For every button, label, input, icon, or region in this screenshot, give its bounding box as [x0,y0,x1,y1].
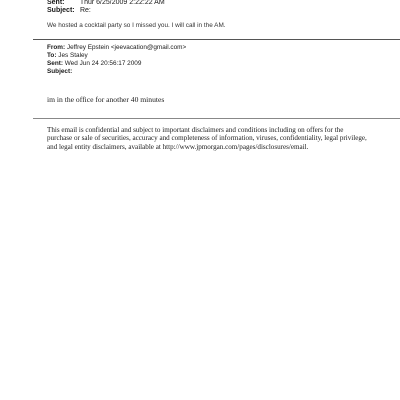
prev-subject-value: Re: [79,7,91,14]
orig-subject-row [47,68,72,76]
orig-from-value: Jeffrey Epstein <jeevacation@gmail.com> [66,44,187,51]
disclaimer-text: This email is confidential and subject to important disclaimers and conditions including on offers for the purchase or sale of securities, accuracy and completeness of information, viruses, confidentiality, legal privilege, and legal entity disclaimers, available at http://www.jpmorgan.com/pages/disclosures/email. [47,126,367,151]
prev-sent-label: Sent: [47,0,65,6]
orig-subject-label: Subject: [47,68,73,75]
orig-from-row [47,44,186,52]
disclaimer-separator [33,118,400,119]
orig-to-label: To: [47,52,57,59]
prev-subject-label: Subject: [47,7,75,14]
orig-to-value: Jes Staley [58,52,88,59]
prev-sent-value: Thur 6/25/2009 2:22:22 AM [79,0,165,6]
orig-sent-row [47,60,141,68]
prev-email-body: We hosted a cocktail party so I missed you. I will call in the AM. [47,22,226,29]
prev-subject-row [47,7,91,15]
orig-sent-label: Sent: [47,60,63,67]
prev-sent-row [47,0,165,7]
orig-sent-value: Wed Jun 24 20:56:17 2009 [64,60,142,67]
orig-to-row [47,52,88,60]
orig-email-body: im in the office for another 40 minutes [47,95,165,104]
email-separator [33,39,400,40]
orig-from-label: From: [47,44,66,51]
